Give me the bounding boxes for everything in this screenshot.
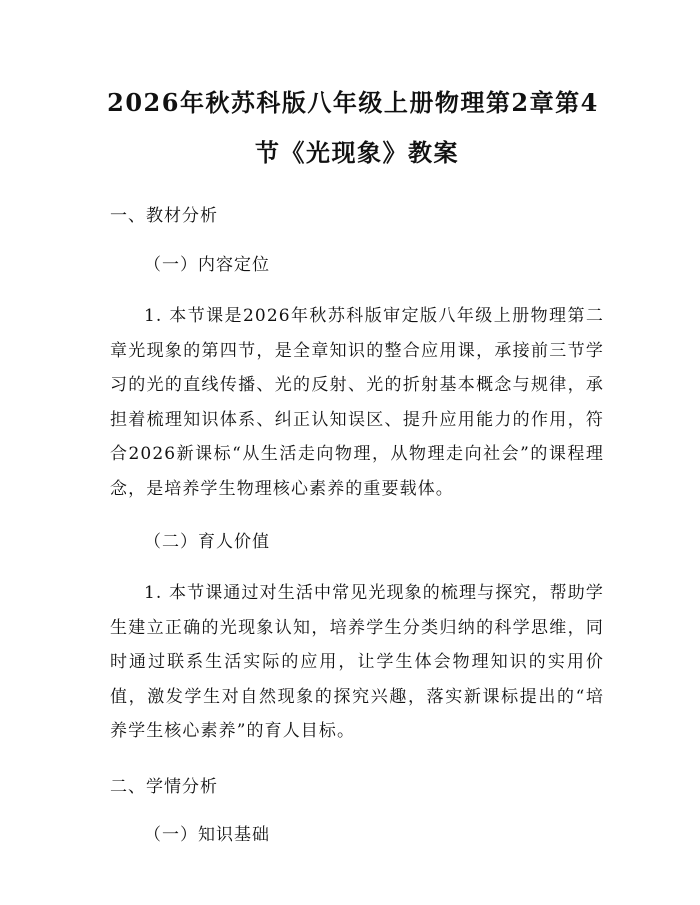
document-title xyxy=(107,78,604,178)
paragraph-content-positioning: 1. 本节课是2026年秋苏科版审定版八年级上册物理第二章光现象的第四节，是全章知识的整合应用课，承接前三节学习的光的直线传播、光的反射、光的折射基本概念与规律，承担着梳理知识体系、纠正认知误区、提升应用能力的作用，符合2026新课标“从生活走向物理，从物理走向社会”的课程理念，是培养学生物理核心素养的重要载体。 xyxy=(110,306,604,499)
document-title-line-2: 节《光现象》教案 xyxy=(255,138,459,167)
section-heading-learner-analysis: 二、学情分析 xyxy=(110,776,218,797)
document-title-line-1: 2026年秋苏科版八年级上册物理第2章第4 xyxy=(107,88,599,117)
paragraph-educational-value: 1. 本节课通过对生活中常见光现象的梳理与探究，帮助学生建立正确的光现象认知，培养学生分类归纳的科学思维，同时通过联系生活实际的应用，让学生体会物理知识的实用价值，激发学生对自然现象的探究兴趣，落实新课标提出的“培养学生核心素养”的育人目标。 xyxy=(110,583,604,741)
subheading-content-positioning: （一）内容定位 xyxy=(144,255,270,275)
section-heading-textbook-analysis: 一、教材分析 xyxy=(110,206,218,226)
subheading-educational-value: （二）育人价值 xyxy=(144,532,270,552)
subheading-knowledge-foundation: （一）知识基础 xyxy=(144,824,270,845)
